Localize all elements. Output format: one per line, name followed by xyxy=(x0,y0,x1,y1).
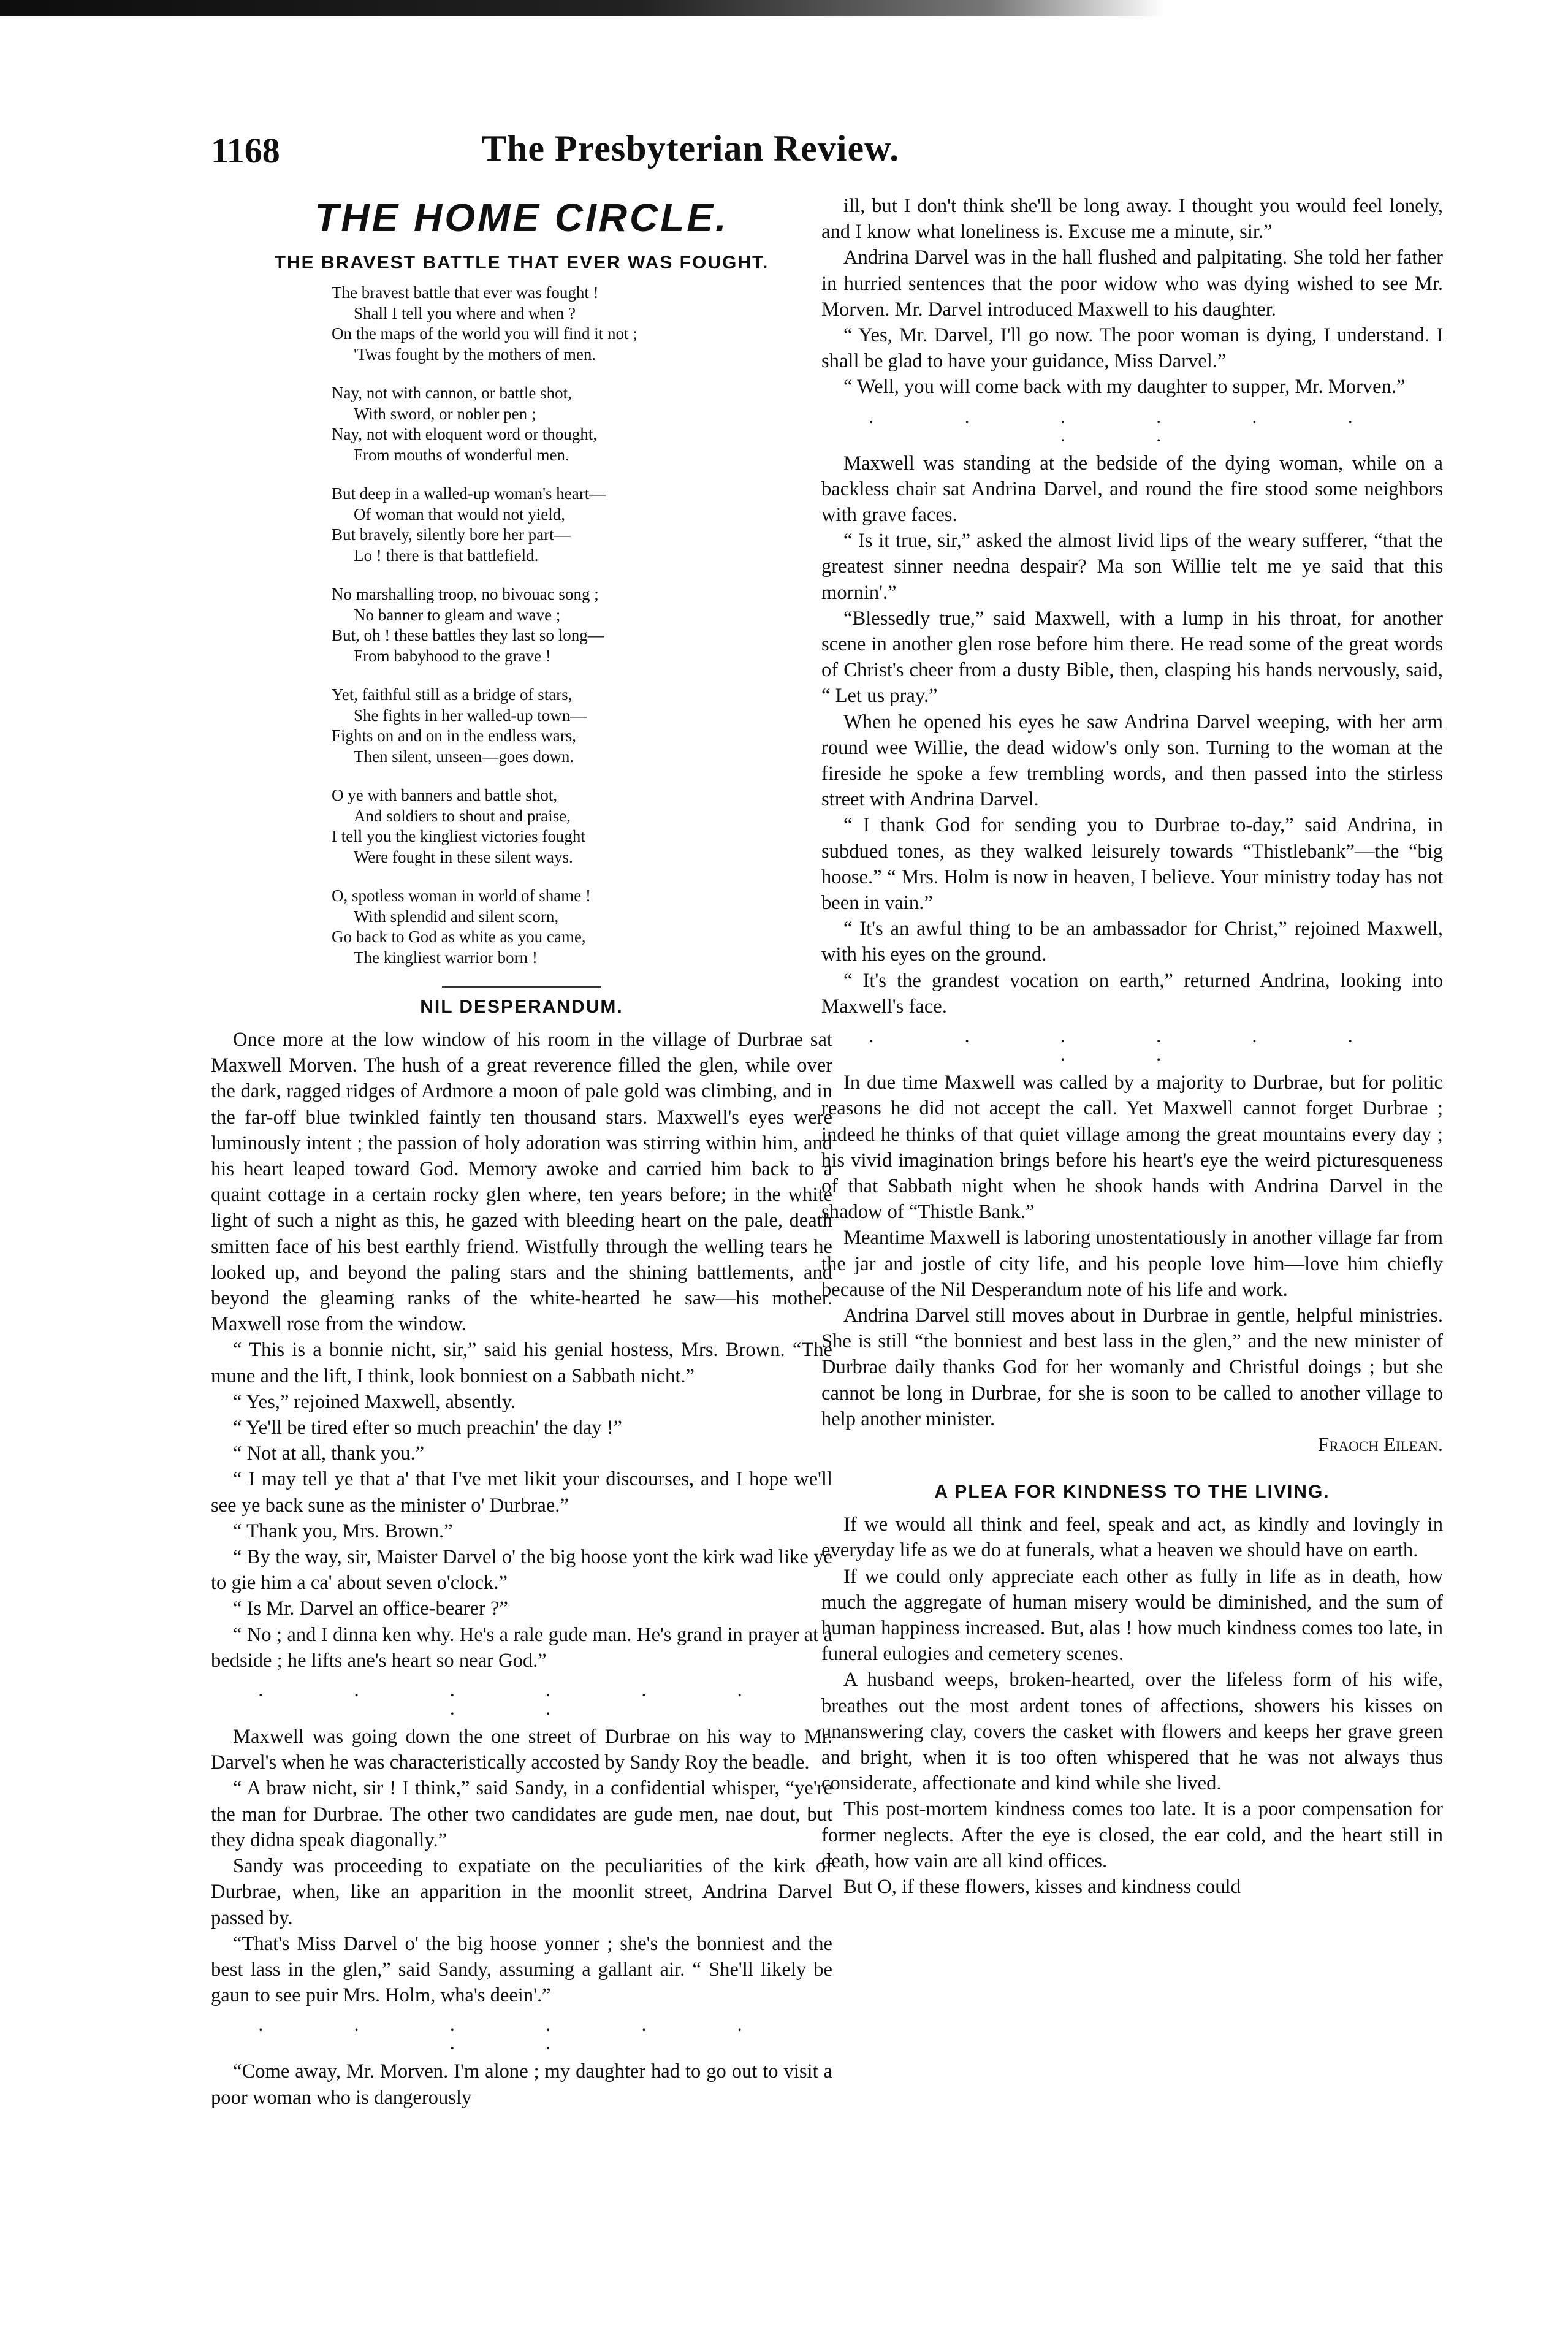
poem-line: On the maps of the world you will find it not ; xyxy=(332,324,637,343)
page-number: 1168 xyxy=(211,131,280,170)
divider xyxy=(442,986,601,988)
paragraph: “That's Miss Darvel o' the big hoose yonner ; she's the bonniest and the best lass in the glen,” said Sandy, assuming a gallant air. “ She'll likely be gaun to see puir Mrs. Holm, wha's deein'.” xyxy=(211,1932,832,2007)
scan-edge-bar xyxy=(0,0,1165,16)
paragraph: Andrina Darvel was in the hall flushed and palpitating. She told her father in hurried sentences that the poor widow who was dying wished to see Mr. Morven. Mr. Darvel introduced Maxwell to his daughter. xyxy=(821,246,1443,321)
paragraph: “ Well, you will come back with my daughter to supper, Mr. Morven.” xyxy=(843,376,1406,398)
paragraph: “ No ; and I dinna ken why. He's a rale gude man. He's grand in prayer at a bedside ; he lifts ane's heart so near God.” xyxy=(211,1623,832,1672)
story-part-3 xyxy=(211,2058,832,2110)
paragraph: If we could only appreciate each other as fully in life as in death, how much the aggregate of human misery would be diminished, and the sum of human happiness increased. But, alas ! how much kindness comes too late, in funeral eulogies and cemetery scenes. xyxy=(821,1565,1443,1666)
paragraph: Once more at the low window of his room in the village of Durbrae sat Maxwell Morven. The hush of a great reverence filled the glen, while over the dark, ragged ridges of Ardmore a moon of pale gold was climbing, and in the far-off blue twinkled faintly ten thousand stars. Maxwell's eyes were luminously intent ; the passion of holy adoration was stirring within him, and his heart leaped toward God. Memory awoke and carried him back to a quaint cottage in a certain rocky glen where, ten years before; in the white light of such a night as this, he gazed with bleeding heart on the pale, death smitten face of his best earthly friend. Wistfully through the welling tears he looked up, and beyond the paling stars and the shining battlements, and beyond the gleaming ranks of the white-hearted he saw—his mother. Maxwell rose from the window. xyxy=(211,1029,832,1336)
poem-line: But deep in a walled-up woman's heart— xyxy=(332,484,606,503)
paragraph: Andrina Darvel still moves about in Durbrae in gentle, helpful ministries. She is still “the bonniest and best lass in the glen,” and the new minister of Durbrae daily thanks God for her womanly and Christful doings ; but she cannot be long in Durbrae, for she is soon to be called to another village to help another minister. xyxy=(821,1304,1443,1430)
paragraph: Maxwell was going down the one street of Durbrae on his way to Mr. Darvel's when he was characteristically accosted by Sandy Roy the beadle. xyxy=(211,1726,832,1774)
plea-title: A PLEA FOR KINDNESS TO THE LIVING. xyxy=(934,1482,1330,1502)
poem-line: Nay, not with cannon, or battle shot, xyxy=(332,384,572,402)
journal-title: The Presbyterian Review. xyxy=(482,128,900,169)
poem-line: Nay, not with eloquent word or thought, xyxy=(332,425,598,443)
poem-line: O, spotless woman in world of shame ! xyxy=(332,886,591,905)
poem-stanza xyxy=(332,584,712,666)
story-title: NIL DESPERANDUM. xyxy=(420,997,623,1017)
section-title: THE HOME CIRCLE. xyxy=(314,196,729,240)
story-part-4 xyxy=(821,193,1443,400)
poem-line: The kingliest warrior born ! xyxy=(354,948,538,967)
paragraph: Meantime Maxwell is laboring unostentatiously in another village far from the jar and jostle of city life, and his people love him—love him chiefly because of the Nil Desperandum note of his life and work. xyxy=(821,1227,1443,1301)
poem-line: From babyhood to the grave ! xyxy=(354,646,551,665)
poem-line: Fights on and on in the endless wars, xyxy=(332,726,576,745)
poem-body xyxy=(332,283,712,968)
paragraph: “ By the way, sir, Maister Darvel o' the big hoose yont the kirk wad like ye to gie him a ca' about seven o'clock.” xyxy=(211,1546,832,1594)
poem-line: With sword, or nobler pen ; xyxy=(354,404,536,423)
paragraph: “ A braw nicht, sir ! I think,” said Sandy, in a confidential whisper, “ye're the man for Durbrae. The other two candidates are gude men, nae dout, but they didna speak diagonally.” xyxy=(211,1777,832,1851)
section-break: . . . . . . . . xyxy=(258,1679,785,1720)
poem-line: Go back to God as white as you came, xyxy=(332,927,586,946)
poem-line: With splendid and silent scorn, xyxy=(354,907,559,926)
poem-line: From mouths of wonderful men. xyxy=(354,445,569,464)
poem-line: Of woman that would not yield, xyxy=(354,505,565,524)
poem-stanza xyxy=(332,283,712,365)
poem-line: Lo ! there is that battlefield. xyxy=(354,546,539,565)
paragraph: “ Yes, Mr. Darvel, I'll go now. The poor woman is dying, I understand. I shall be glad to have your guidance, Miss Darvel.” xyxy=(821,324,1443,373)
poem-stanza xyxy=(332,383,712,465)
poem-line: 'Twas fought by the mothers of men. xyxy=(354,345,596,364)
right-column xyxy=(821,193,1443,1900)
paragraph: “ Is Mr. Darvel an office-bearer ?” xyxy=(233,1598,508,1620)
poem-line: But bravely, silently bore her part— xyxy=(332,525,571,544)
poem-line: Yet, faithful still as a bridge of stars, xyxy=(332,685,573,704)
poem-line: Then silent, unseen—goes down. xyxy=(354,747,574,766)
paragraph: “ I thank God for sending you to Durbrae to-day,” said Andrina, in subdued tones, as they walked leisurely towards “Thistlebank”—the “big hoose.” “ Mrs. Holm is now in heaven, I believe. Your ministry today has not been in vain.” xyxy=(821,814,1443,915)
paragraph: “ Thank you, Mrs. Brown.” xyxy=(233,1520,453,1542)
paragraph: “ It's an awful thing to be an ambassador for Christ,” rejoined Maxwell, with his eyes on the ground. xyxy=(821,918,1443,966)
story-part-1 xyxy=(211,1027,832,1674)
poem-line: And soldiers to shout and praise, xyxy=(354,806,571,825)
paragraph: “ Ye'll be tired efter so much preachin' the day !” xyxy=(233,1417,623,1439)
paragraph: But O, if these flowers, kisses and kindness could xyxy=(843,1875,1241,1898)
poem-line: No marshalling troop, no bivouac song ; xyxy=(332,585,599,603)
poem-line: O ye with banners and battle shot, xyxy=(332,786,558,804)
plea-body xyxy=(821,1512,1443,1900)
paragraph: When he opened his eyes he saw Andrina Darvel weeping, with her arm round wee Willie, the dead widow's only son. Turning to the woman at the fireside he spoke a few trembling words, and then passed into the stirless street with Andrina Darvel. xyxy=(821,710,1443,811)
paragraph: This post-mortem kindness comes too late. It is a poor compensation for former neglects. After the eye is closed, the ear cold, and the heart still in death, how vain are all kind offices. xyxy=(821,1798,1443,1872)
poem-line: She fights in her walled-up town— xyxy=(354,706,587,725)
paragraph: “ Not at all, thank you.” xyxy=(233,1442,425,1465)
paragraph: “ Is it true, sir,” asked the almost livid lips of the weary sufferer, “that the greatest sinner needna despair? Ma son Willie telt me ye said that this mornin'.” xyxy=(821,530,1443,604)
paragraph: “ Yes,” rejoined Maxwell, absently. xyxy=(233,1390,516,1413)
section-break: . . . . . . . . xyxy=(869,405,1396,446)
poem-line: But, oh ! these battles they last so long— xyxy=(332,626,604,644)
paragraph: “Come away, Mr. Morven. I'm alone ; my daughter had to go out to visit a poor woman who is dangerously xyxy=(211,2060,832,2109)
poem-line: The bravest battle that ever was fought ! xyxy=(332,283,599,302)
section-break: . . . . . . . . xyxy=(258,2014,785,2055)
paragraph: If we would all think and feel, speak and act, as kindly and lovingly in everyday life as we do at funerals, what a heaven we should have on earth. xyxy=(821,1514,1443,1562)
paragraph: A husband weeps, broken-hearted, over the lifeless form of his wife, breathes out the most ardent tones of affections, showers his kisses on unanswering clay, covers the casket with flowers and keeps her grave green and bright, when it is too often whispered that he was not always thus considerate, affectionate and kind while she lived. xyxy=(821,1669,1443,1795)
paragraph: “ This is a bonnie nicht, sir,” said his genial hostess, Mrs. Brown. “The mune and the lift, I think, look bonniest on a Sabbath nicht.” xyxy=(211,1339,832,1387)
story-part-2 xyxy=(211,1724,832,2008)
paragraph: “ I may tell ye that a' that I've met likit your discourses, and I hope we'll see ye back sune as the minister o' Durbrae.” xyxy=(211,1468,832,1517)
poem-stanza xyxy=(332,886,712,968)
paragraph: “Blessedly true,” said Maxwell, with a lump in his throat, for another scene in another glen rose before him there. He read some of the great words of Christ's cheer from a dusty Bible, then, clasping his hands nervously, said, “ Let us pray.” xyxy=(821,607,1443,707)
poem-title: THE BRAVEST BATTLE THAT EVER WAS FOUGHT. xyxy=(274,253,769,273)
paragraph: Sandy was proceeding to expatiate on the peculiarities of the kirk of Durbrae, when, like an apparition in the moonlit street, Andrina Darvel passed by. xyxy=(211,1855,832,1929)
poem-stanza xyxy=(332,785,712,867)
poem-line: Shall I tell you where and when ? xyxy=(354,303,576,322)
poem-line: I tell you the kingliest victories fought xyxy=(332,827,585,845)
poem-line: Were fought in these silent ways. xyxy=(354,847,573,866)
story-part-6 xyxy=(821,1070,1443,1432)
paragraph: Maxwell was standing at the bedside of the dying woman, while on a backless chair sat Andrina Darvel, and round the fire stood some neighbors with grave faces. xyxy=(821,452,1443,527)
paragraph: ill, but I don't think she'll be long away. I thought you would feel lonely, and I know what loneliness is. Excuse me a minute, sir.” xyxy=(821,195,1443,243)
paragraph: In due time Maxwell was called by a majority to Durbrae, but for politic reasons he did not accept the call. Yet Maxwell cannot forget Durbrae ; indeed he thinks of that quiet village among the great mountains every day ; his vivid imagination brings before his heart's eye the weird picturesqueness of that Sabbath night when he shook hands with Andrina Darvel in the shadow of “Thistle Bank.” xyxy=(821,1072,1443,1224)
poem-line: No banner to gleam and wave ; xyxy=(354,605,561,624)
poem-stanza xyxy=(332,685,712,767)
story-part-5 xyxy=(821,451,1443,1019)
poem-stanza xyxy=(332,484,712,566)
story-signature: Fraoch Eilean. xyxy=(1318,1433,1443,1456)
left-column xyxy=(211,193,832,2111)
paragraph: “ It's the grandest vocation on earth,” returned Andrina, looking into Maxwell's face. xyxy=(821,969,1443,1018)
section-break: . . . . . . . . xyxy=(869,1025,1396,1066)
